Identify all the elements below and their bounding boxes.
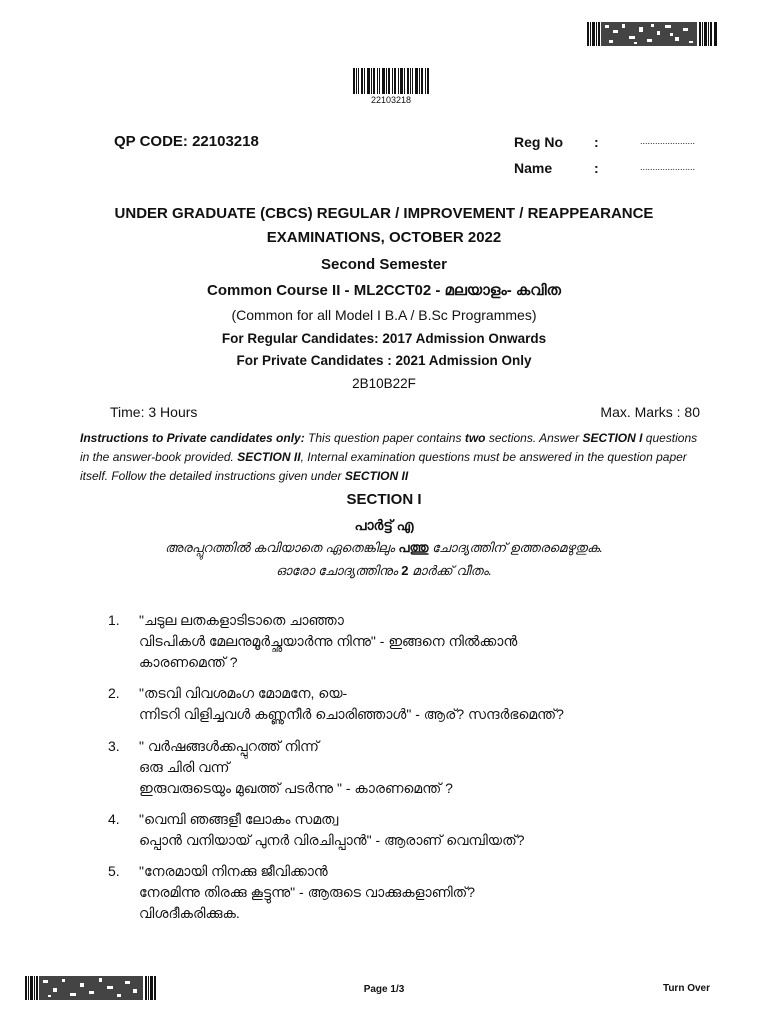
part-title: പാർട്ട് എ (354, 517, 414, 533)
instruction-emphasis: പത്തു (398, 540, 429, 555)
question-line: ഒരു ചിരി വന്ന് (139, 759, 230, 775)
question-text (139, 610, 699, 673)
name-field: ...................... (640, 162, 696, 172)
reg-no-field: ...................... (640, 136, 696, 146)
instruction-text: ചോദ്യത്തിന് ഉത്തരമെഴുതുക. (428, 540, 604, 555)
question-line: വിടപികൾ മേലനുമൂർച്ഛയാർന്നു നിന്നു" - ഇങ്ങനെ നിൽക്കാൻ (139, 633, 518, 649)
question-line: "നേരമായി നിനക്കു ജീവിക്കാൻ (139, 863, 328, 879)
instruction-emphasis: 2 (401, 563, 409, 578)
common-for: (Common for all Model I B.A / B.Sc Programmes) (231, 307, 537, 323)
part-instruction-2 (0, 563, 768, 579)
name-label: Name (514, 160, 553, 176)
instructions-text: This question paper contains (304, 431, 465, 445)
instructions-heading: Instructions to Private candidates only: (80, 431, 305, 445)
reg-no-colon: : (594, 134, 599, 150)
barcode (353, 68, 429, 94)
private-candidates: For Private Candidates : 2021 Admission Only (236, 353, 532, 368)
barcode-top-right (587, 22, 717, 46)
question-text (139, 861, 699, 924)
question-text (139, 809, 699, 851)
question-number: 3. (108, 738, 120, 754)
question-line: " വർഷങ്ങൾക്കപ്പുറത്ത് നിന്ന് (139, 738, 319, 754)
instructions-emphasis: SECTION II (344, 469, 409, 483)
question-text (139, 683, 699, 725)
instruction-text: അരപ്പുറത്തിൽ കവിയാതെ ഏതെങ്കിലും (164, 540, 399, 555)
exam-title-line1: UNDER GRADUATE (CBCS) REGULAR / IMPROVEMENT / REAPPEARANCE (114, 205, 654, 222)
section-title: SECTION I (346, 491, 422, 508)
question-line: ന്നിടറി വിളിച്ചവൾ കണ്ണുനീർ ചൊരിഞ്ഞാൾ" - ആര്? സന്ദർഭമെന്ത്? (139, 706, 564, 722)
name-colon: : (594, 160, 599, 176)
exam-title-line2: EXAMINATIONS, OCTOBER 2022 (266, 229, 502, 246)
regular-candidates: For Regular Candidates: 2017 Admission Onwards (221, 331, 547, 346)
question-line: വിശദീകരിക്കുക. (139, 905, 240, 921)
question-number: 4. (108, 811, 120, 827)
paper-code: 2B10B22F (352, 376, 416, 391)
max-marks: Max. Marks : 80 (600, 404, 700, 420)
turn-over-label: Turn Over (662, 983, 710, 994)
qp-code: QP CODE: 22103218 (114, 133, 259, 150)
question-text (139, 736, 699, 799)
instructions-text: sections. Answer (485, 431, 583, 445)
instructions-text: questions in the answer-book provided. (80, 431, 698, 464)
question-line: "വെമ്പി ഞങ്ങളീ ലോകം സമത്വ (139, 811, 339, 827)
question-line: നേരമിന്നു തിരക്കു കൂട്ടുന്നു" - ആരുടെ വാക്കുകളാണിത്? (139, 884, 476, 900)
question-number: 1. (108, 612, 120, 628)
question-line: കാരണമെന്ത് ? (139, 654, 238, 670)
time-allowed: Time: 3 Hours (110, 404, 198, 420)
instructions (80, 429, 700, 486)
course-title: Common Course II - ML2CCT02 - മലയാളം- കവിത (207, 282, 561, 299)
instruction-text: ഓരോ ചോദ്യത്തിനും (276, 563, 402, 578)
question-line: "തടവി വിവശമംഗ മോമനേ, യെ- (139, 685, 348, 701)
barcode-number: 22103218 (370, 95, 412, 105)
question-line: ഇരുവരുടെയും മുഖത്ത് പടർന്നു " - കാരണമെന്ത് ? (139, 780, 453, 796)
instruction-text: മാർക്ക് വീതം. (408, 563, 492, 578)
instructions-emphasis: SECTION I (582, 431, 643, 445)
reg-no-label: Reg No (514, 134, 563, 150)
question-line: പ്പൊൻ വനിയായ് പുനർ വിരചിപ്പാൻ" - ആരാണ് വെമ്പിയത്? (139, 832, 525, 848)
page-number: Page 1/3 (363, 984, 405, 995)
instructions-emphasis: two (464, 431, 486, 445)
semester: Second Semester (321, 256, 447, 273)
instructions-emphasis: SECTION II (237, 450, 301, 464)
instructions-text: , Internal examination questions must be answered in the question paper itself. Follow the detailed instructions given under (80, 450, 687, 483)
question-number: 5. (108, 863, 120, 879)
part-instruction-1 (0, 540, 768, 556)
question-line: "ചടുല ലതകളാടിടാതെ ചാഞ്ഞാ (139, 612, 344, 628)
question-number: 2. (108, 685, 120, 701)
